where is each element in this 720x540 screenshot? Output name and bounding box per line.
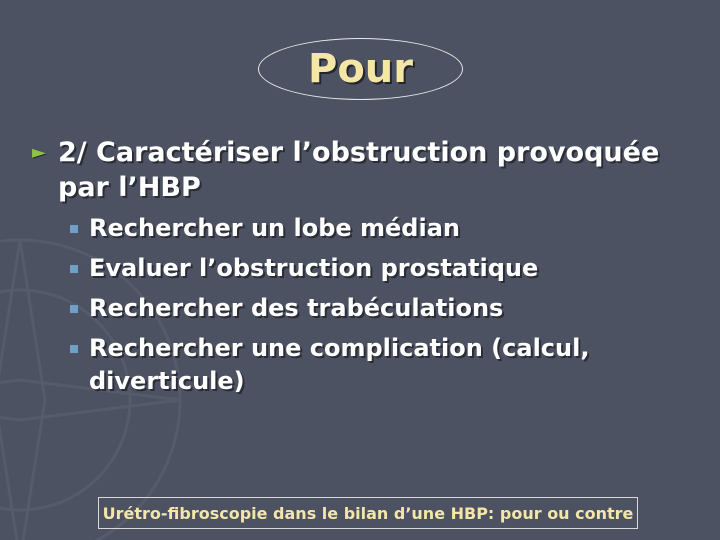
list-item — [68, 212, 668, 245]
square-bullet-icon — [70, 265, 78, 273]
list-item-text: Rechercher un lobe médian — [89, 214, 460, 242]
list-item — [68, 292, 668, 325]
footer-caption: Urétro-fibroscopie dans le bilan d’une HBP: pour ou contre — [98, 497, 638, 529]
main-bullet-text: 2/ Caractériser l’obstruction provoquée par l’HBP — [58, 137, 660, 203]
list-item-text: Evaluer l’obstruction prostatique — [89, 254, 539, 282]
slide-title: Pour — [308, 46, 413, 92]
square-bullet-icon — [70, 345, 78, 353]
sub-bullet-list — [68, 212, 668, 405]
main-bullet — [32, 135, 698, 205]
square-bullet-icon — [70, 225, 78, 233]
list-item — [68, 332, 668, 398]
square-bullet-icon — [70, 305, 78, 313]
list-item-text: Rechercher une complication (calcul, diverticule) — [89, 334, 590, 395]
list-item — [68, 252, 668, 285]
list-item-text: Rechercher des trabéculations — [89, 294, 504, 322]
arrow-bullet-icon: ► — [32, 142, 46, 163]
